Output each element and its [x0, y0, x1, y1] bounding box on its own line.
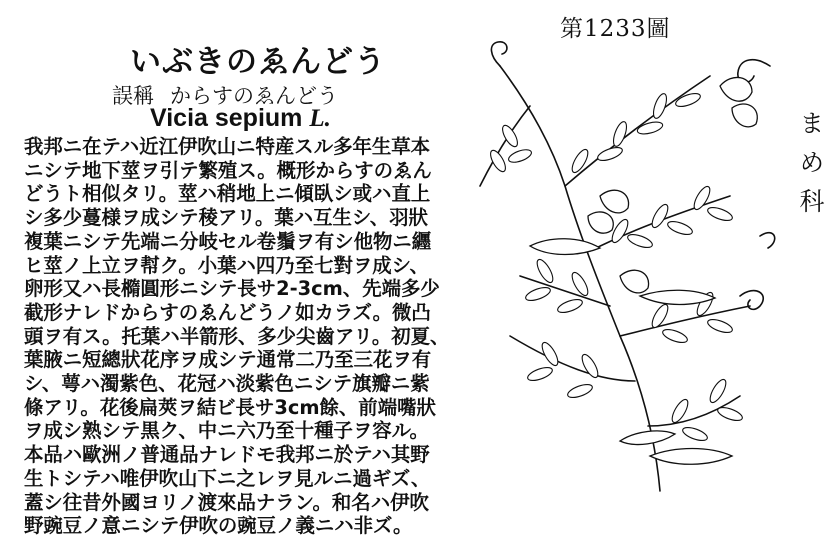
description-line: 複葉ニシテ先端ニ分岐セル卷鬚ヲ有シ他物ニ纒: [24, 229, 432, 253]
description-line: 蓋シ往昔外國ヨリノ渡來品ナラン。和名ハ伊吹: [24, 490, 429, 514]
description-line: 頭ヲ有ス。托葉ハ半箭形、多少尖齒アリ。初夏、: [24, 324, 450, 348]
scientific-name: [150, 104, 331, 133]
description-line: 葉腋ニ短總狀花序ヲ成シテ通常二乃至三花ヲ有: [24, 348, 432, 372]
flower: [588, 212, 613, 233]
description-line: 截形ナレドからすのゑんどうノ如カラズ。微凸: [24, 300, 431, 324]
figure-number: 第1233圖: [560, 16, 671, 42]
flower: [720, 77, 752, 101]
alias-label: 誤稱: [112, 84, 154, 108]
description-line: ヒ莖ノ上立ヲ幇ク。小葉ハ四乃至七對ヲ成シ、: [24, 253, 429, 277]
seed-pod: [620, 431, 675, 445]
tendril: [760, 233, 775, 248]
plant-illustration: [470, 36, 790, 496]
genus-species: Vicia sepium: [150, 104, 303, 132]
flower: [600, 190, 629, 213]
description-line: 條アリ。花後扁莢ヲ結ビ長サ3cm餘、前端嘴狀: [24, 395, 436, 419]
description-line: 野豌豆ノ意ニシテ伊吹の豌豆ノ義ニハ非ズ。: [24, 514, 413, 538]
description-text: [24, 135, 470, 538]
flower: [732, 104, 757, 127]
seed-pod: [530, 239, 600, 255]
description-line: 卵形又ハ長橢圓形ニシテ長サ2-3cm、先端多少: [24, 277, 440, 301]
description-line: ヲ成シ熟シテ黒ク、中ニ六乃至十種子ヲ容ル。: [24, 419, 429, 443]
plant-japanese-name: いぶきのゑんどう: [130, 44, 386, 80]
description-line: 生トシテハ唯伊吹山下ニ之レヲ見ルニ過ギズ、: [24, 466, 431, 490]
alias-name: からすのゑんどう: [170, 84, 338, 108]
flower: [620, 270, 649, 293]
description-line: 本品ハ歐洲ノ普通品ナレドモ我邦ニ於テハ其野: [24, 443, 430, 467]
leaf-rachis: [480, 106, 530, 186]
family-label: まめ科: [796, 110, 825, 227]
description-line: シ、萼ハ濁紫色、花冠ハ淡紫色ニシテ旗瓣ニ紫: [24, 372, 430, 396]
description-line: ニシテ地下莖ヲ引テ繁殖ス。概形からすのゑん: [24, 158, 432, 182]
seed-pod: [650, 449, 732, 465]
leaf-rachis: [510, 336, 635, 381]
description-line: 我邦ニ在テハ近江伊吹山ニ特産スル多年生草本: [24, 135, 431, 158]
description-line: シ多少蔓様ヲ成シテ稜アリ。葉ハ互生シ、羽狀: [24, 206, 428, 230]
author-abbreviation: L.: [309, 105, 331, 132]
description-line: どうト相似タリ。莖ハ稍地上ニ傾臥シ或ハ直上: [24, 182, 431, 206]
tendril: [491, 42, 507, 66]
